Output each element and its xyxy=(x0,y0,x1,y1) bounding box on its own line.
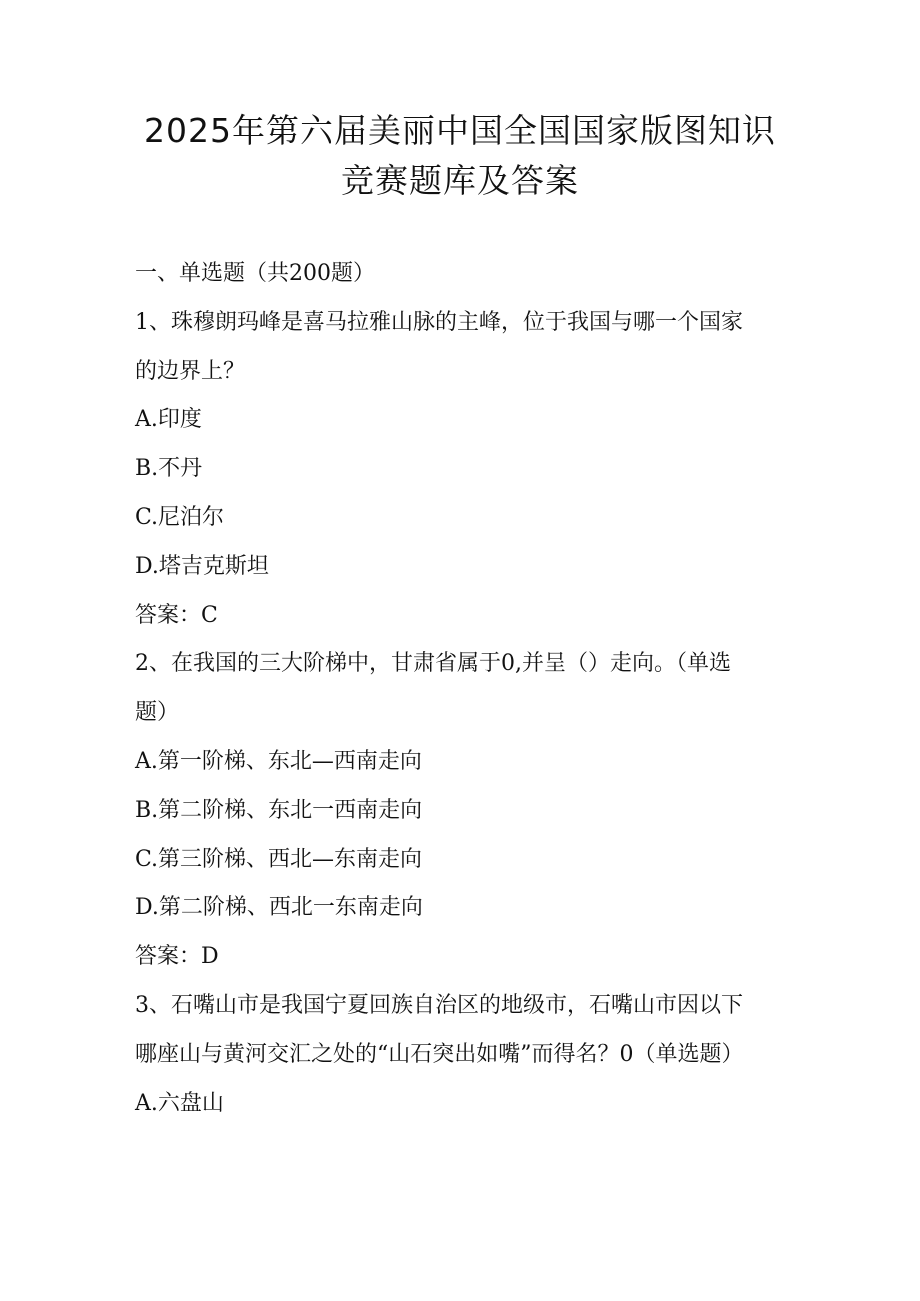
question-3-option-a: A.六盘山 xyxy=(135,1090,224,1116)
question-2-option-b: B.第二阶梯、东北一西南走向 xyxy=(135,797,423,823)
document-body xyxy=(135,250,795,1128)
question-1-stem-line-1: 1、珠穆朗玛峰是喜马拉雅山脉的主峰，位于我国与哪一个国家 xyxy=(135,309,743,335)
document-title-line-2: 竞赛题库及答案 xyxy=(341,161,579,200)
question-1-option-d: D.塔吉克斯坦 xyxy=(135,553,269,579)
question-3-stem-line-1: 3、石嘴山市是我国宁夏回族自治区的地级市，石嘴山市因以下 xyxy=(135,992,743,1018)
question-2-option-a: A.第一阶梯、东北—西南走向 xyxy=(135,748,422,774)
question-2-stem-line-2: 题） xyxy=(135,700,180,726)
question-3-stem-line-2: 哪座山与黄河交汇之处的“山石突出如嘴”而得名？0（单选题） xyxy=(135,1041,744,1067)
question-2-stem-line-1: 2、在我国的三大阶梯中，甘肃省属于0,并呈（）走向。（单选 xyxy=(135,651,731,677)
document-title-line-1: 2025年第六届美丽中国全国国家版图知识 xyxy=(144,111,776,150)
question-1-answer: 答案：C xyxy=(135,602,218,628)
question-1-option-c: C.尼泊尔 xyxy=(135,504,225,530)
question-1-option-b: B.不丹 xyxy=(135,456,203,482)
question-1-option-a: A.印度 xyxy=(135,407,202,433)
question-2-option-c: C.第三阶梯、西北—东南走向 xyxy=(135,846,423,872)
question-1-stem-line-2: 的边界上？ xyxy=(135,358,246,384)
section-heading: 一、单选题（共200题） xyxy=(135,261,375,286)
question-2-answer: 答案：D xyxy=(135,944,219,970)
question-2-option-d: D.第二阶梯、西北一东南走向 xyxy=(135,895,423,921)
